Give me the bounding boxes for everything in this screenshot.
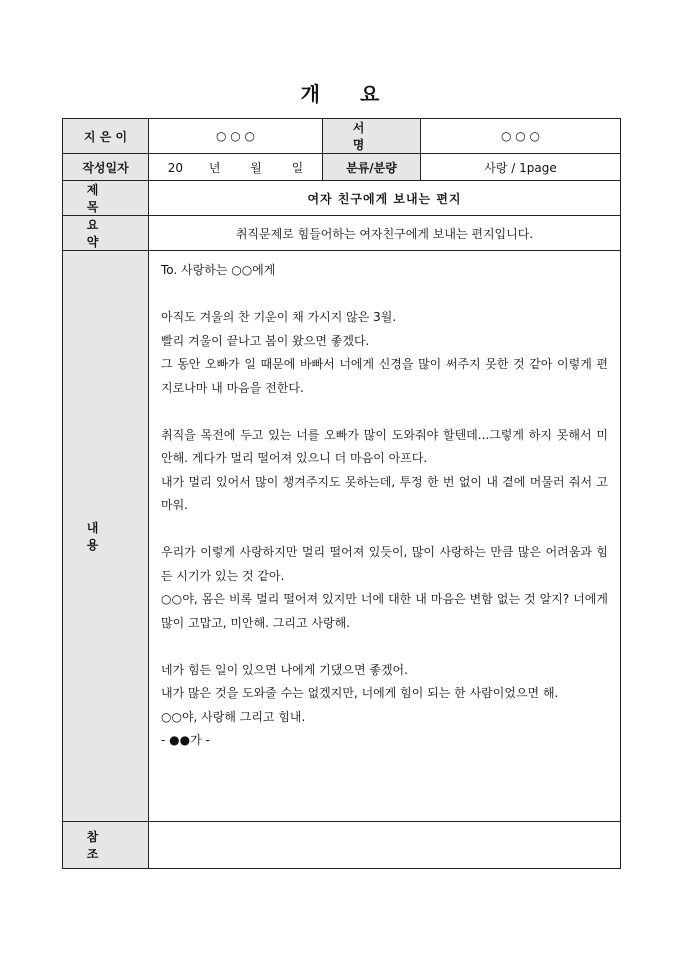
letter-line: 우리가 이렇게 사랑하지만 멀리 떨어져 있듯이, 많이 사랑하는 만큼 많은 어려움과 힘든 시기가 있는 것 같아.	[161, 545, 608, 583]
row-reference	[63, 822, 621, 869]
letter-line: 빨리 겨울이 끝나고 봄이 왔으면 좋겠다.	[161, 333, 370, 348]
overview-form-table	[62, 118, 621, 869]
letter-line: 아직도 겨울의 찬 기운이 채 가시지 않은 3월.	[161, 310, 397, 324]
row-date	[63, 154, 621, 181]
row-content	[63, 251, 621, 822]
letter-line: 취직을 목전에 두고 있는 너를 오빠가 많이 도와줘야 할텐데...그렇게 하지 못해서 미안해. 게다가 멀리 떨어져 있으니 더 마음이 아프다.	[161, 427, 608, 465]
date-unit-month: 월	[250, 160, 262, 175]
letter-line: 그 동안 오빠가 일 때문에 바빠서 너에게 신경을 많이 써주지 못한 것 같아 이렇게 편지로나마 내 마음을 전한다.	[161, 357, 608, 395]
letter-line: 내가 멀리 있어서 많이 챙겨주지도 못하는데, 투정 한 번 없이 내 곁에 머물러 줘서 고마워.	[161, 474, 608, 512]
value-date	[149, 154, 323, 181]
letter-line: 네가 힘든 일이 있으면 나에게 기댔으면 좋겠어.	[161, 662, 408, 677]
date-unit-year: 년	[208, 160, 221, 175]
value-author: ○ ○ ○	[149, 119, 323, 154]
label-reference: 참 조	[63, 822, 149, 869]
value-signature: ○ ○ ○	[421, 119, 621, 154]
label-summary: 요 약	[63, 216, 149, 251]
title-char-2: 요	[360, 82, 380, 106]
label-date: 작성일자	[63, 154, 149, 181]
label-subject: 제 목	[63, 181, 149, 216]
value-reference[interactable]	[149, 822, 621, 869]
title-char-1: 개	[300, 82, 320, 106]
document-title	[0, 78, 680, 107]
label-content: 내 용	[63, 251, 149, 822]
label-category: 분류/분량	[323, 154, 421, 181]
label-signature: 서 명	[323, 119, 421, 154]
letter-body	[149, 251, 621, 822]
row-author	[63, 119, 621, 154]
label-author: 지 은 이	[63, 119, 149, 154]
letter-line: ○○야, 사랑해 그리고 힘내.	[161, 709, 306, 724]
row-subject	[63, 181, 621, 216]
value-subject: 여자 친구에게 보내는 편지	[149, 181, 621, 216]
row-summary	[63, 216, 621, 251]
value-summary: 취직문제로 힘들어하는 여자친구에게 보내는 편지입니다.	[149, 216, 621, 251]
date-year: 20	[167, 160, 183, 175]
letter-line: 내가 많은 것을 도와줄 수는 없겠지만, 너에게 힘이 되는 한 사람이었으면 해.	[161, 686, 559, 700]
date-unit-day: 일	[291, 160, 304, 175]
letter-signoff: - ●●가 -	[161, 733, 210, 747]
value-category: 사랑 / 1page	[421, 154, 621, 181]
letter-line: ○○야, 몸은 비록 멀리 떨어져 있지만 너에 대한 내 마음은 변함 없는 것 알지? 너에게 많이 고맙고, 미안해. 그리고 사랑해.	[161, 592, 608, 630]
letter-greeting: To. 사랑하는 ○○에게	[161, 263, 276, 277]
